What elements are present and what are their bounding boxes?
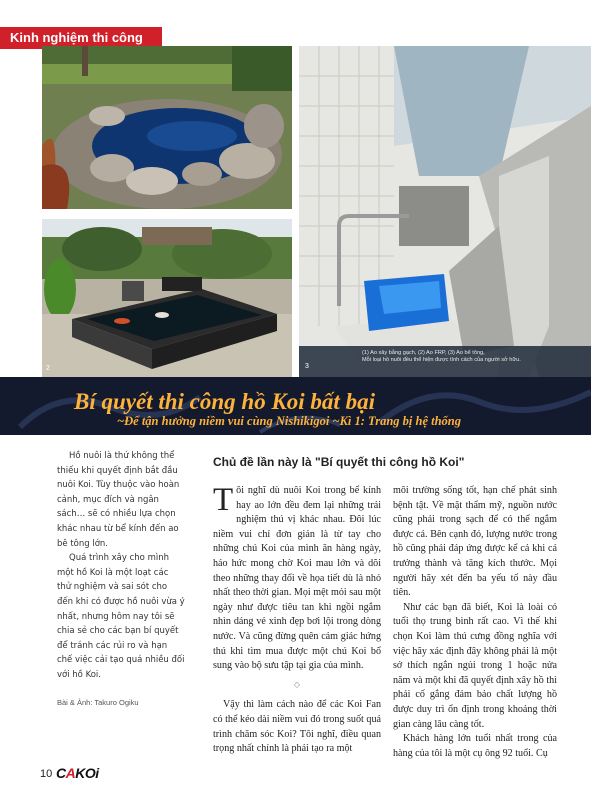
logo-part: C: [56, 765, 66, 781]
article-column-right: [393, 484, 557, 761]
author-credit: Bài & Ảnh: Takuro Ogiku: [57, 698, 139, 707]
article-paragraph: ôi nghĩ dù nuôi Koi trong bể kính hay ao lớn đều đem lại những trải nghiệm thú vị khác nhau. Đôi lúc niềm vui chỉ đơn giản là từ tay cho những chú Koi của mình ăn hàng ngày, háo hức mong chờ Koi mau lớn và dõi theo những thay đổi về họa tiết dù là nhỏ nhất theo thời gian. Mọi mệt mỏi sau một ngày như được tiêu tan khi ngồi ngắm nhìn dáng vẻ xinh đẹp bơi lội trong dòng nước. Và cũng đừng quên cảm giác hứng thú khi tìm mua được một chú Koi bổ sung vào bộ sưu tập tại gia của mình.: [213, 485, 381, 672]
section-divider: ◇: [293, 679, 301, 689]
intro-paragraph: Hồ nuôi là thứ không thể thiếu khi quyết định bắt đầu nuôi Koi. Tùy thuộc vào hoàn cảnh, mục đích và ngân sách… sẽ có nhiều lựa chọn khác nhau từ bể kính đến ao bê tông lớn.: [57, 451, 180, 549]
photo-caption: [362, 350, 584, 364]
article-paragraph: Như các bạn đã biết, Koi là loài có tuổi thọ trung bình rất cao. Vì thế khi chọn Koi làm thú cưng đồng nghĩa với việc hãy xác định đây không phải là một sở thích ngắn ngủi trong 1 hoặc nửa năm và một khi đã quyết định xây hồ thì phải cố gắng đảm bảo chất lượng hồ được duy trì ổn định trong khoảng thời gian càng lâu càng tốt.: [393, 601, 557, 730]
article-title: Bí quyết thi công hồ Koi bất bại: [74, 389, 375, 414]
magazine-logo: [56, 765, 99, 781]
logo-part: A: [65, 765, 76, 781]
logo-part: KOi: [75, 765, 99, 781]
photo-number: 2: [46, 365, 50, 372]
article-paragraph: môi trường sống tốt, hạn chế phát sinh bệnh tật. Về mặt thẩm mỹ, nguồn nước cũng phải trong sạch để có thể ngắm được cá. Bên cạnh đó, lượng nước trong hồ cũng phải đáp ứng được kể cả khi cá trưởng thành và tăng kích thước. Mọi người hãy xét đến ba yếu tố này đầu tiên.: [393, 485, 557, 599]
drop-cap: T: [213, 482, 234, 518]
caption-line: (1) Ao xây bằng gạch, (2) Ao FRP, (3) Ao bể tông,: [362, 350, 485, 356]
article-paragraph: Khách hàng lớn tuổi nhất trong của hàng của tôi là một cụ ông 92 tuổi. Cụ: [393, 733, 557, 759]
article-subtitle: ~Để tận hưởng niềm vui cùng Nishikigoi ~Kì 1: Trang bị hệ thống: [117, 414, 462, 428]
caption-line: Mỗi loại hồ nuôi đều thể hiện được tính cách của người sở hữu.: [362, 357, 521, 363]
photo-frp-pond: [42, 219, 292, 377]
photo-number: 3: [305, 363, 309, 370]
article-headline: Chủ đề lần này là "Bí quyết thi công hồ Koi": [213, 455, 465, 469]
section-label: Kinh nghiệm thi công: [0, 27, 162, 49]
photo-rock-pond: [42, 46, 292, 209]
article-paragraph: Vậy thì làm cách nào để các Koi Fan có thể kéo dài niềm vui đó trong suốt quá trình chăm sóc Koi? Tôi nghĩ, điều quan trọng nhất chính là phải tạo ra một: [213, 699, 381, 755]
article-column-left: [213, 484, 381, 757]
photo-concrete-pond: [299, 46, 591, 377]
intro-sidebar: [57, 449, 185, 683]
intro-paragraph: Quá trình xây cho mình một hồ Koi là một loạt các thử nghiệm và sai sót cho đến khi có được hồ nuôi vừa ý nhất, nhưng hôm nay tôi sẽ chia sẻ cho các bạn bí quyết để tránh các rủi ro và hạn chế việc cải tạo quá nhiều đối với hồ Koi.: [57, 553, 185, 680]
page-number: 10: [40, 768, 53, 780]
